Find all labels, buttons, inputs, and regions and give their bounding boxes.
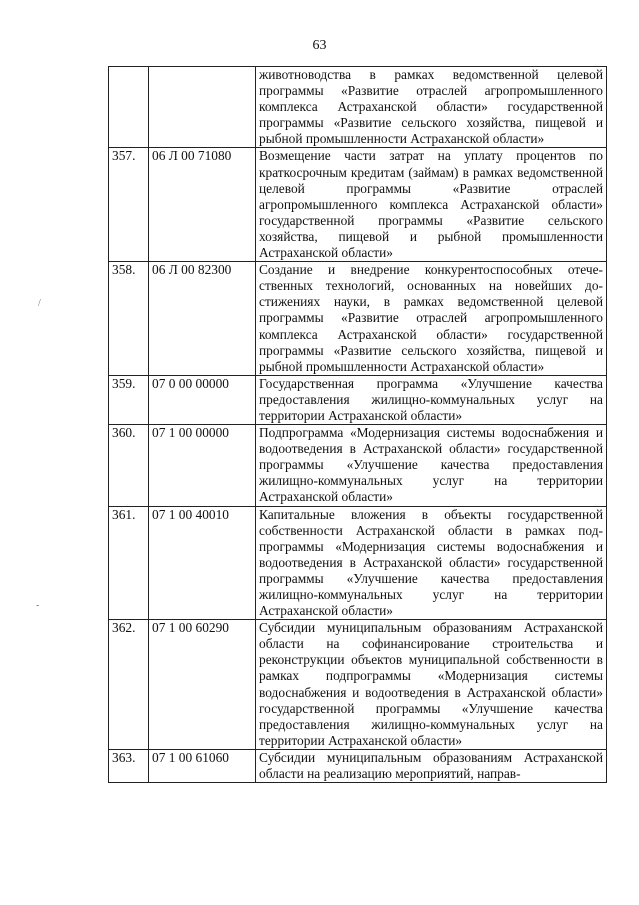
row-code: 06 Л 00 71080 — [149, 148, 256, 262]
row-number: 357. — [109, 148, 149, 262]
table-row — [109, 375, 607, 424]
table-row — [109, 749, 607, 782]
row-code: 07 1 00 60290 — [149, 620, 256, 750]
row-number: 358. — [109, 262, 149, 376]
row-description: Создание и внедрение конкурентоспособных отечественных технологий, основанных на новейших достижениях науки, в рамках ведомственной целевой программы «Развитие отраслей агропромышленного комплекса Астраханской области» государственной программы «Развитие сельского хозяйства, пищевой и рыбной промышленности Астраханской области» — [256, 262, 607, 376]
table-row — [109, 262, 607, 376]
row-code: 06 Л 00 82300 — [149, 262, 256, 376]
row-description: животноводства в рамках ведомственной целевой программы «Развитие отраслей агропромышленного комплекса Астраханской области» государственной программы «Развитие сельского хозяйства, пищевой и рыбной промышленности Астраханской области» — [256, 67, 607, 148]
row-code: 07 0 00 00000 — [149, 375, 256, 424]
row-description: Субсидии муниципальным образованиям Астраханской области на софинансирование строительства и реконструкции объектов муниципальной собственности в рамках подпрограммы «Модернизация системы водоснабжения и водоотведения в Астраханской области» государственной программы «Улучшение качества предоставления жилищно-коммунальных услуг на территории Астраханской области» — [256, 620, 607, 750]
scan-mark: - — [36, 600, 40, 611]
row-description: Субсидии муниципальным образованиям Астраханской области на реализацию мероприятий, направ- — [256, 749, 607, 782]
page-number: 63 — [312, 38, 327, 53]
row-code — [149, 67, 256, 148]
table-row — [109, 67, 607, 148]
row-description: Государственная программа «Улучшение качества предоставления жилищно-коммунальных услуг на территории Астраханской области» — [256, 375, 607, 424]
table-row — [109, 148, 607, 262]
row-code: 07 1 00 61060 — [149, 749, 256, 782]
row-code: 07 1 00 40010 — [149, 506, 256, 620]
row-code: 07 1 00 00000 — [149, 425, 256, 506]
row-description: Возмещение части затрат на уплату процентов по краткосрочным кредитам (займам) в рамках ведомственной целевой программы «Развитие отраслей агропромышленного комплекса Астраханской области» государственной программы «Развитие сельского хозяйства, пищевой и рыбной промышленности Астраханской области» — [256, 148, 607, 262]
row-number: 359. — [109, 375, 149, 424]
table-row — [109, 506, 607, 620]
table-row — [109, 620, 607, 750]
row-number: 360. — [109, 425, 149, 506]
scan-mark: / — [38, 298, 41, 309]
row-number: 361. — [109, 506, 149, 620]
table-row — [109, 425, 607, 506]
budget-classification-table — [108, 66, 607, 783]
row-description: Подпрограмма «Модернизация системы водоснабжения и водоотведения в Астраханской области» государственной программы «Улучшение качества предоставления жилищно-коммунальных услуг на территории Астраханской области» — [256, 425, 607, 506]
row-number — [109, 67, 149, 148]
row-number: 363. — [109, 749, 149, 782]
row-number: 362. — [109, 620, 149, 750]
row-description: Капитальные вложения в объекты государственной собственности Астраханской области в рамках подпрограммы «Модернизация системы водоснабжения и водоотведения в Астраханской области» государственной программы «Улучшение качества предоставления жилищно-коммунальных услуг на территории Астраханской области» — [256, 506, 607, 620]
